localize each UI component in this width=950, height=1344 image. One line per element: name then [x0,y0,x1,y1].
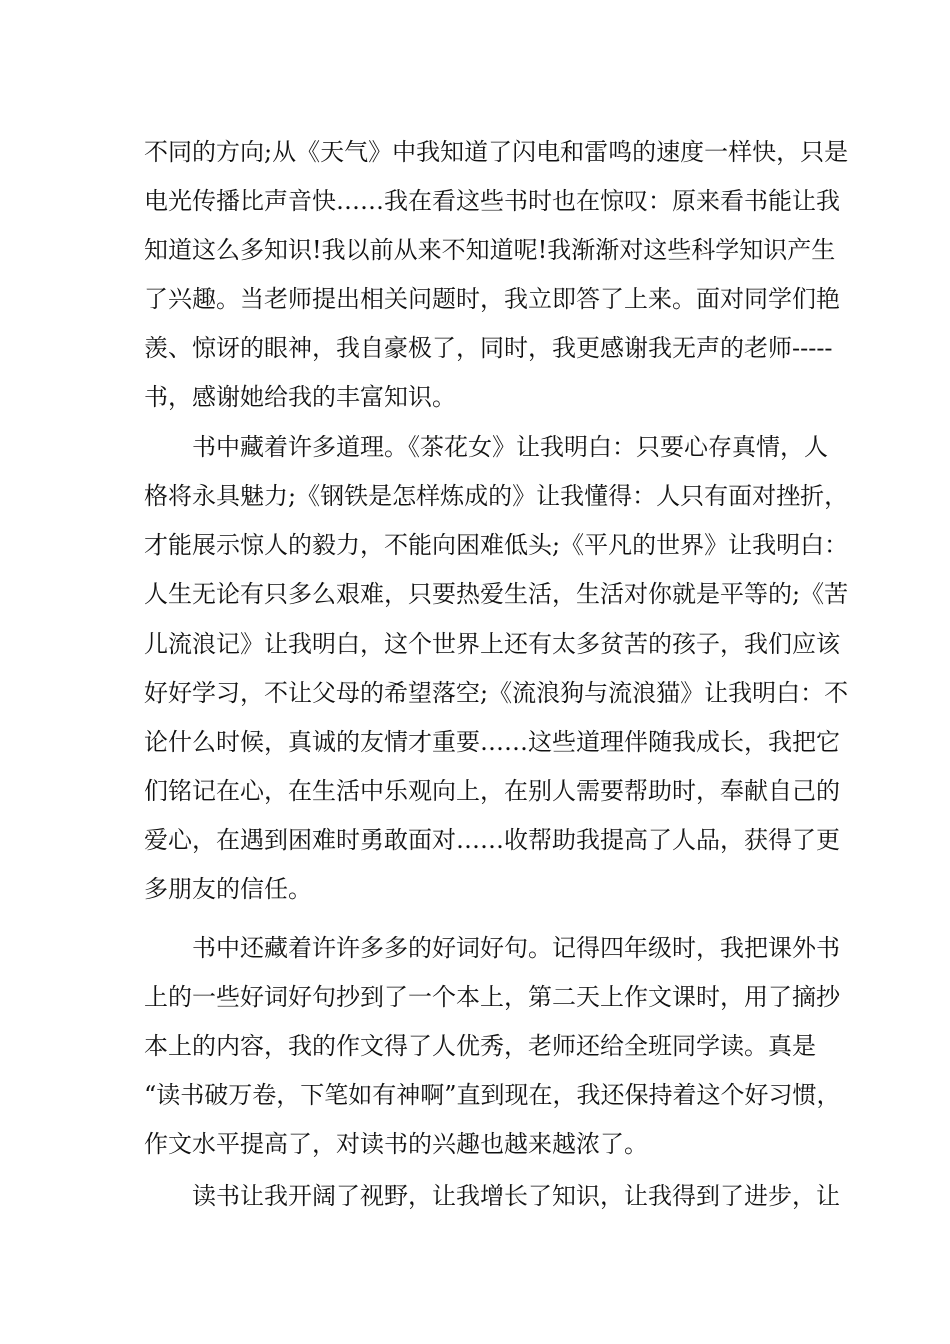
text-line: 上的一些好词好句抄到了一个本上，第二天上作文课时，用了摘抄 [144,983,840,1011]
text-line: 书，感谢她给我的丰富知识。 [144,383,456,411]
text-line: 儿流浪记》让我明白，这个世界上还有太多贫苦的孩子，我们应该 [144,630,840,658]
text-line: “读书破万卷，下笔如有神啊”直到现在，我还保持着这个好习惯， [144,1081,841,1109]
text-line: 了兴趣。当老师提出相关问题时，我立即答了上来。面对同学们艳 [144,285,840,313]
text-line: 论什么时候，真诚的友情才重要……这些道理伴随我成长，我把它 [144,728,840,756]
text-line: 人生无论有只多么艰难，只要热爱生活，生活对你就是平等的;《苦 [144,580,849,608]
paragraph-first-line: 读书让我开阔了视野，让我增长了知识，让我得到了进步，让 [192,1182,840,1210]
text-line: 才能展示惊人的毅力，不能向困难低头;《平凡的世界》让我明白： [144,531,849,559]
text-line: 好好学习，不让父母的希望落空;《流浪狗与流浪猫》让我明白：不 [144,679,849,707]
paragraph-first-line: 书中还藏着许许多多的好词好句。记得四年级时，我把课外书 [192,934,840,962]
text-line: 作文水平提高了，对读书的兴趣也越来越浓了。 [144,1130,648,1158]
paragraph-first-line: 书中藏着许多道理。《茶花女》让我明白：只要心存真情，人 [192,433,828,461]
text-line: 爱心，在遇到困难时勇敢面对……收帮助我提高了人品，获得了更 [144,826,840,854]
text-line: 格将永具魅力;《钢铁是怎样炼成的》让我懂得：人只有面对挫折， [144,482,849,510]
text-line: 羡、惊讶的眼神，我自豪极了，同时，我更感谢我无声的老师----- [144,334,833,362]
text-line: 知道这么多知识!我以前从来不知道呢!我渐渐对这些科学知识产生 [144,236,836,264]
text-line: 们铭记在心，在生活中乐观向上，在别人需要帮助时，奉献自己的 [144,777,840,805]
text-line: 电光传播比声音快……我在看这些书时也在惊叹：原来看书能让我 [144,187,840,215]
text-line: 不同的方向;从《天气》中我知道了闪电和雷鸣的速度一样快，只是 [144,138,849,166]
text-line: 本上的内容，我的作文得了人优秀，老师还给全班同学读。真是 [144,1032,816,1060]
text-line: 多朋友的信任。 [144,875,312,903]
